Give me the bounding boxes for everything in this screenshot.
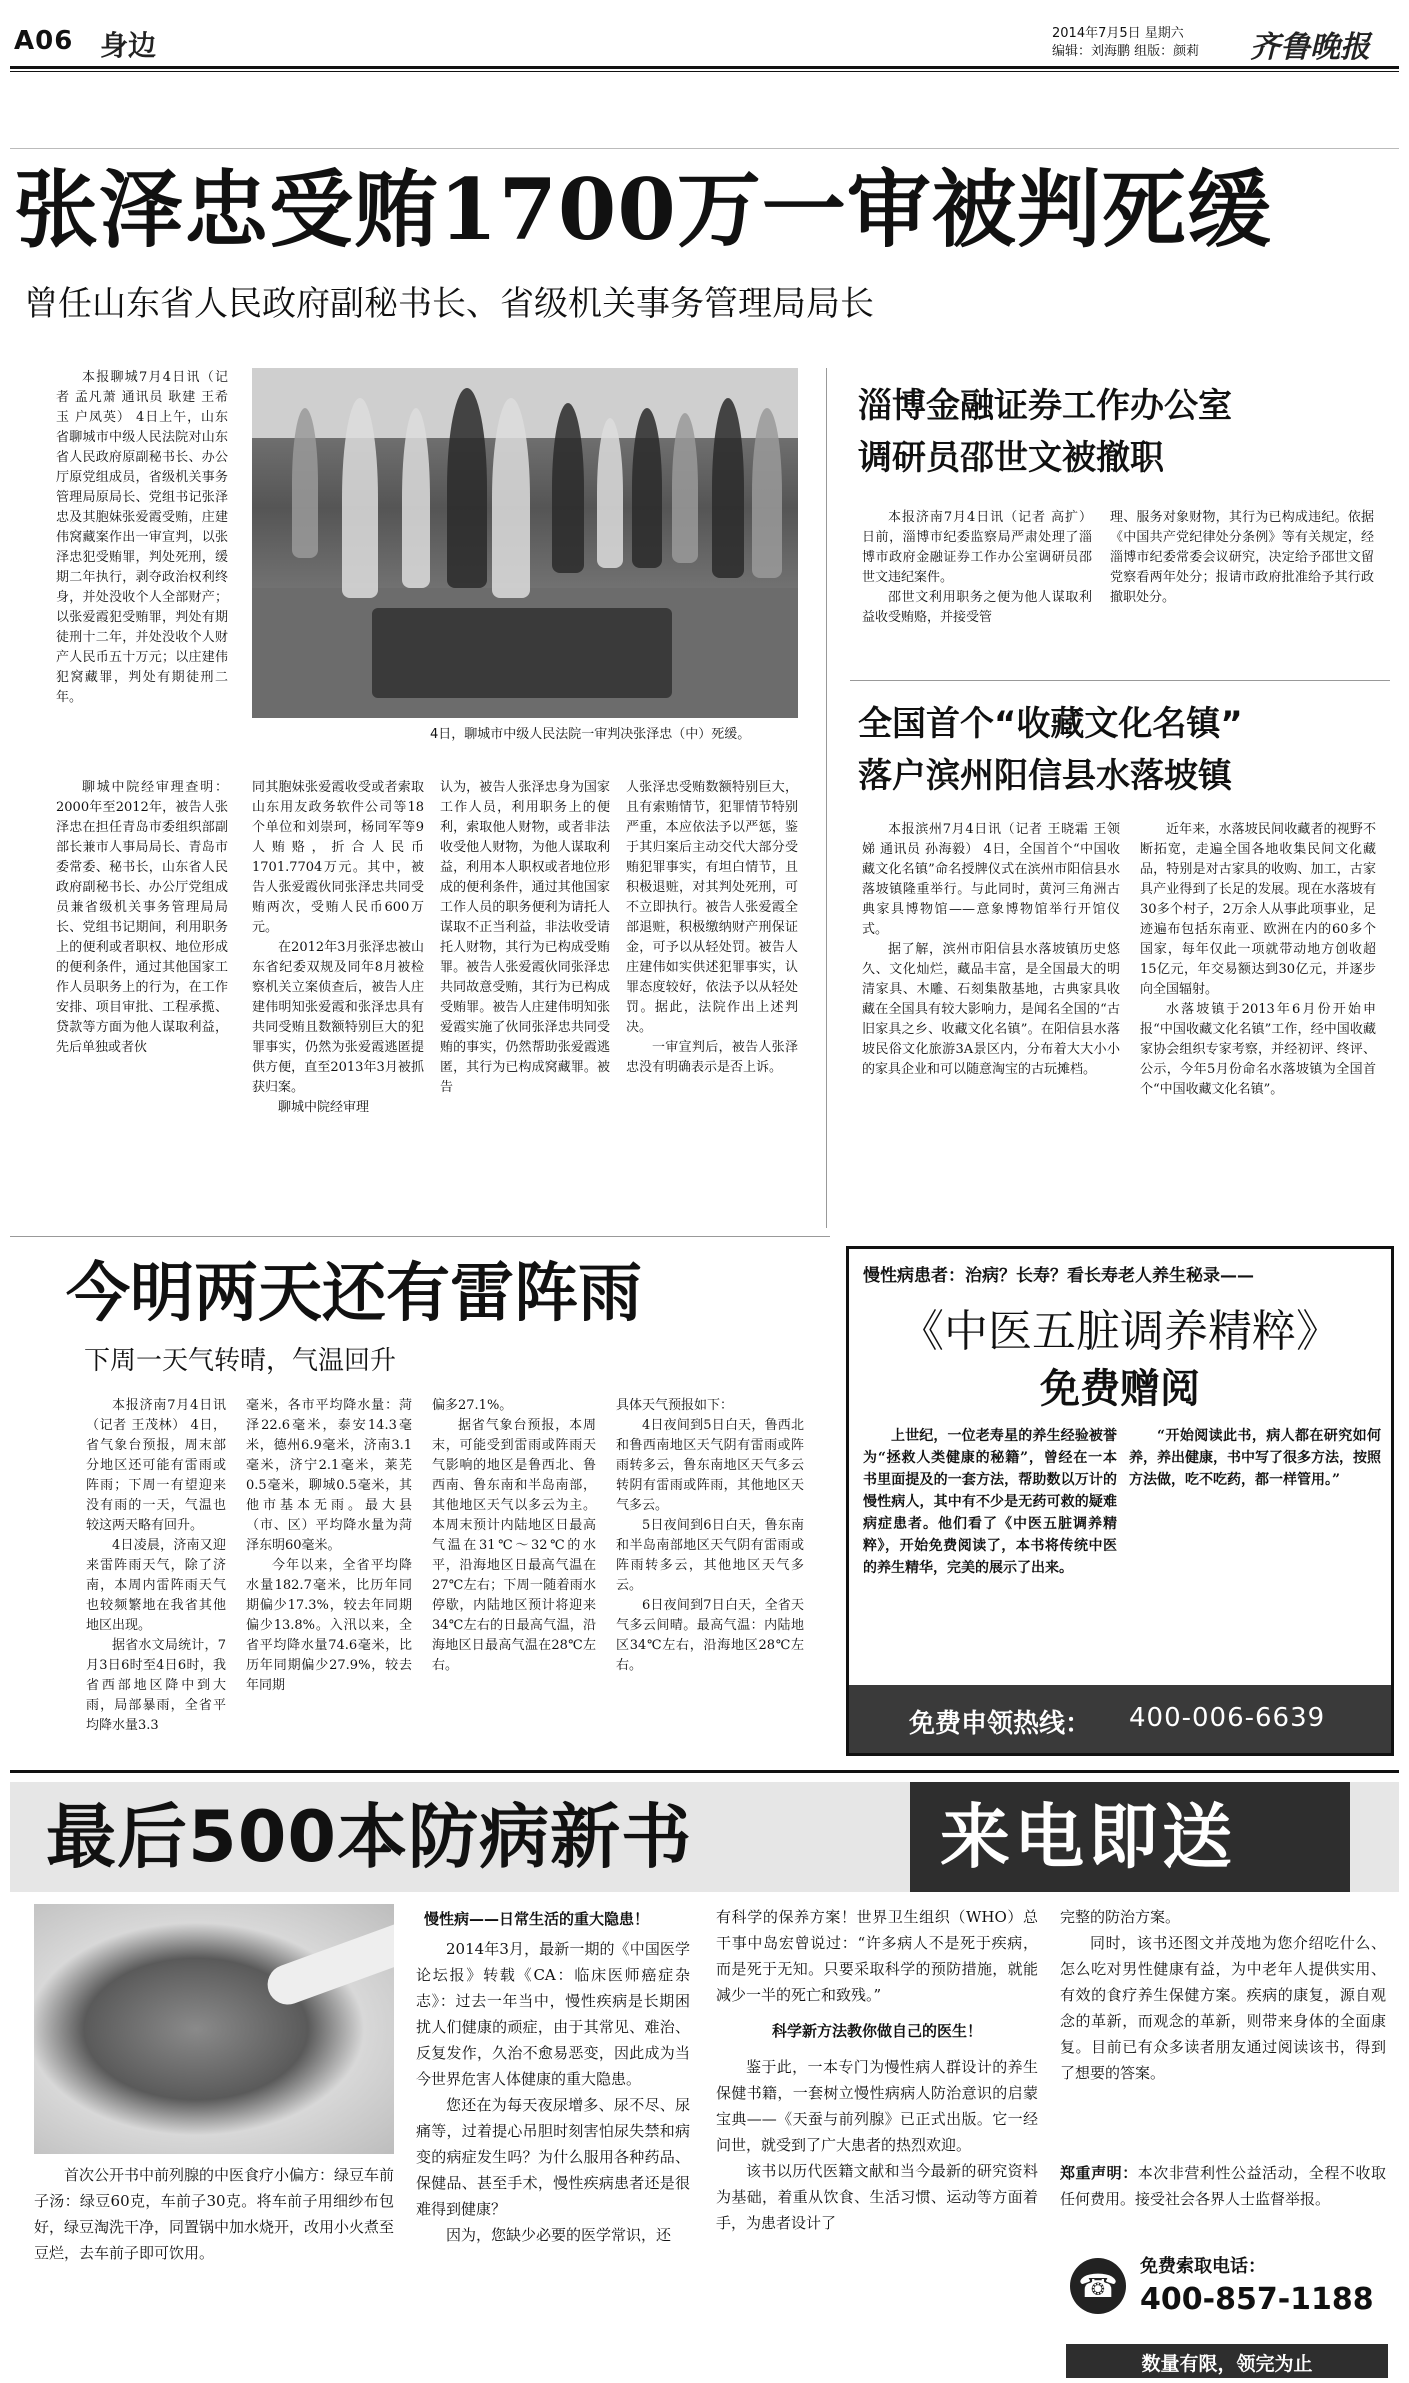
ad2-limit-text: 数量有限，领完为止 [1141,2353,1313,2375]
story4-col4 [616,1396,804,1736]
story1-photo-caption: 4日，聊城市中级人民法院一审判决张泽忠（中）死缓。 [430,727,751,742]
story1-col2 [252,778,424,1228]
masthead-rule [10,66,1399,69]
story2-headline-line1: 淄博金融证券工作办公室 [858,386,1232,426]
story4-col1 [86,1396,226,1736]
story2-headline-line2: 调研员邵世文被撤职 [858,438,1164,478]
ad2-p1: 2014年3月，最新一期的《中国医学论坛报》转载《CA：临床医师癌症杂志》：过去一年当中，慢性疾病是长期困扰人们健康的顽症，由于其常见、难治、反复发作，久治不愈易恶变，因此成为当今世界危害人体健康的重大隐患。 [416,1940,690,2088]
ad2-notice-line [1060,2160,1386,2212]
ad2-banner-right: 来电即送 [940,1796,1236,1878]
story4-p1: 本报济南7月4日讯（记者 王茂林） 4日，省气象台预报，周末部分地区还可能有雷雨或阵雨；下周一有望迎来没有雨的一天，气温也较这两天略有回升。 [86,1398,226,1533]
story2-divider [850,680,1390,681]
ad2-p3: 因为，您缺少必要的医学常识，还 [446,2226,672,2244]
story2-p2: 邵世文利用职务之便为他人谋取利益收受贿赂，并接受管 [862,590,1092,625]
ad2-notice-label: 郑重声明： [1060,2164,1138,2182]
ad2-limit-bar [1066,2344,1388,2378]
ad2-top-rule [10,1770,1399,1773]
story4-p8: 具体天气预报如下： [616,1398,734,1413]
ad2-p4: 有科学的保养方案！世界卫生组织（WHO）总干事中岛宏曾说过：“许多病人不是死于疾病，而是死于无知。只要采取科学的预防措施，就能减少一半的死亡和致残。” [716,1908,1038,2004]
column-divider [826,368,827,1228]
story1-p5: 聊城中院经审理 [278,1100,370,1115]
ad1-body-left [863,1425,1117,1665]
ad1-hotline-number[interactable]: 400-006-6639 [1129,1703,1326,1733]
story1-subhead: 曾任山东省人民政府副秘书长、省级机关事务管理局局长 [24,284,874,324]
page-number: A06 [14,26,74,56]
ad1-body-right-text: “开始阅读此书，病人都在研究如何养，养出健康，书中写了很多方法，按照方法做，吃不吃药，都一样管用。” [1129,1428,1381,1488]
story1-p1: 本报聊城7月4日讯（记者 孟凡萧 通讯员 耿建 王希玉 户凤英） 4日上午，山东省聊城市中级人民法院对山东省人民政府原副秘书长、办公厅原党组成员，省级机关事务管理局原局长、党组书记张泽忠及其胞妹张爱霞受贿，庄建伟窝藏案作出一审宣判，以张泽忠犯受贿罪，判处死刑，缓期二年执行，剥夺政治权利终身，并处没收个人全部财产；以张爱霞犯受贿罪，判处有期徒刑十二年，并处没收个人财产人民币五十万元；以庄建伟犯窝藏罪，判处有期徒刑二年。 [56,370,228,705]
ad2-banner-left: 最后500本防病新书 [46,1796,693,1878]
ad2-phone-box [1064,2248,1390,2344]
masthead-rule-thin [10,71,1399,72]
ad2-subhead1: 慢性病——日常生活的重大隐患！ [424,1910,650,1928]
ad2-phone-number[interactable]: 400-857-1188 [1140,2282,1374,2317]
ad2-banner [10,1782,1399,1892]
top-divider [10,148,1399,149]
ad1-hotline-bar [849,1685,1391,1753]
story1-p3: 同其胞妹张爱霞收受或者索取山东用友政务软件公司等18个单位和刘崇珂，杨同军等9人贿赂，折合人民币1701.7704万元。其中，被告人张爱霞伙同张泽忠共同受贿两次，受贿人民币600万元。 [252,780,424,935]
ad1-hotline-label: 免费申领热线： [909,1709,1092,1739]
ad1-tagline: 慢性病患者：治病？长寿？看长寿老人养生秘录—— [863,1266,1254,1286]
story4-p9: 4日夜间到5日白天，鲁西北和鲁西南地区天气阴有雷雨或阵雨转多云，鲁东南地区天气多云转阴有雷雨或阵雨，其他地区天气多云。 [616,1418,804,1513]
ad2-p7: 完整的防治方案。 [1060,1908,1181,1926]
section-name: 身边 [100,29,157,62]
story1-p2: 聊城中院经审理查明：2000年至2012年，被告人张泽忠在担任青岛市委组织部副部长兼市人事局局长、青岛市委常委、秘书长，山东省人民政府副秘书长、办公厅党组成员兼省级机关事务管理局局长、党组书记期间，利用职务上的便利或者职权、地位形成的便利条件，通过其他国家工作人员职务上的行为，在工作安排、项目审批、工程承揽、贷款等方面为他人谋取利益，先后单独或者伙 [56,780,228,1055]
story1-headline: 张泽忠受贿1700万一审被判死缓 [14,160,1272,259]
story2-p3: 理、服务对象财物，其行为已构成违纪。依据《中国共产党纪律处分条例》等有关规定，经淄博市纪委常委会议研究，决定给予邵世文留党察看两年处分；报请市政府批准给予其行政撤职处分。 [1110,510,1374,605]
story3-p2: 据了解，滨州市阳信县水落坡镇历史悠久、文化灿烂，藏品丰富，是全国最大的明清家具、木雕、石刻集散基地，古典家具收藏在全国具有较大影响力，是闻名全国的“古旧家具之乡、收藏文化名镇”。在阳信县水落坡民俗文化旅游3A景区内，分布着大大小小的家具企业和可以随意淘宝的古玩摊档。 [862,942,1120,1077]
story4-col2 [246,1396,412,1736]
story1-photo [252,368,798,718]
ad2-caption [34,2162,394,2342]
ad2-soup-photo [34,1904,394,2154]
mid-divider [10,1236,830,1237]
story4-p2: 4日凌晨，济南又迎来雷阵雨天气，除了济南，本周内雷阵雨天气也较频繁地在我省其他地区出现。 [86,1538,226,1633]
story2-col2 [1110,508,1374,668]
ad2-p5: 鉴于此，一本专门为慢性病人群设计的养生保健书籍，一套树立慢性病病人防治意识的启蒙宝典——《天蚕与前列腺》已正式出版。它一经问世，就受到了广大患者的热烈欢迎。 [716,2058,1038,2154]
ad1-title: 《中医五脏调养精粹》 [900,1306,1340,1357]
story4-p4: 毫米，各市平均降水量：菏泽22.6毫米，泰安14.3毫米，德州6.9毫米，济南3.1毫米，济宁2.1毫米，莱芜0.5毫米，聊城0.5毫米，其他市基本无雨。最大县（市、区）平均降水量为菏泽东明60毫米。 [246,1398,412,1553]
story1-p6: 认为，被告人张泽忠身为国家工作人员，利用职务上的便利，索取他人财物，或者非法收受他人财物，为他人谋取利益，利用本人职权或者地位形成的便利条件，通过其他国家工作人员的职务便利为请托人谋取不正当利益，非法收受请托人财物，其行为已构成受贿罪。被告人张爱霞伙同张泽忠共同故意受贿，其行为已构成受贿罪。被告人庄建伟明知张爱霞实施了伙同张泽忠共同受贿的事实，仍然帮助张爱霞逃匿，其行为已构成窝藏罪。被告 [440,780,610,1095]
story4-p5: 今年以来，全省平均降水量182.7毫米，比历年同期偏少17.3%，较去年同期偏少13.8%。入汛以来，全省平均降水量74.6毫米，比历年同期偏少27.9%，较去年同期 [246,1558,412,1693]
ad2-p8: 同时，该书还图文并茂地为您介绍吃什么、怎么吃对男性健康有益，为中老年人提供实用、有效的食疗养生保健方案。疾病的康复，源自观念的革新，而观念的革新，则带来身体的全面康复。目前已有众多读者朋友通过阅读该书，得到了想要的答案。 [1060,1934,1386,2082]
story3-headline-line2: 落户滨州阳信县水落坡镇 [858,756,1232,796]
story4-p7: 据省气象台预报，本周末，可能受到雷雨或阵雨天气影响的地区是鲁西北、鲁西南、鲁东南和半岛南部，其他地区天气以多云为主。本周末预计内陆地区日最高气温在31℃～32℃的水平，沿海地区日最高气温在27℃左右；下周一随着雨水停歇，内陆地区预计将迎来34℃左右的日最高气温，沿海地区日最高气温在28℃左右。 [432,1418,596,1673]
ad1-box [846,1246,1394,1756]
editor-line: 编辑：刘海鹏 组版：颜莉 [1052,44,1200,59]
ad1-body-right [1129,1425,1381,1665]
story4-col3 [432,1396,596,1736]
story1-col4 [626,778,798,1228]
masthead [0,0,1409,70]
story3-headline-line1: 全国首个“收藏文化名镇” [858,704,1243,744]
story2-p1: 本报济南7月4日讯（记者 高扩） 日前，淄博市纪委监察局严肃处理了淄博市政府金融证券工作办公室调研员邵世文违纪案件。 [862,510,1092,585]
story4-headline: 今明两天还有雷阵雨 [66,1256,642,1331]
story1-p4: 在2012年3月张泽忠被山东省纪委双规及同年8月被检察机关立案侦查后，被告人庄建伟明知张爱霞和张泽忠具有共同受贿且数额特别巨大的犯罪事实，仍然为张爱霞逃匿提供方便，直至2013年3月被抓获归案。 [252,940,424,1095]
ad2-notice-text: 本次非营利性公益活动，全程不收取任何费用。接受社会各界人士监督举报。 [1060,2164,1386,2208]
ad2-col2 [716,1904,1038,2376]
story1-p8: 一审宣判后，被告人张泽忠没有明确表示是否上诉。 [626,1040,798,1075]
ad2-subhead2: 科学新方法教你做自己的医生！ [771,2022,982,2040]
story4-subhead: 下周一天气转晴，气温回升 [84,1346,397,1376]
ad2-p6: 该书以历代医籍文献和当今最新的研究资料为基础，着重从饮食、生活习惯、运动等方面着手，为患者设计了 [716,2162,1038,2232]
story3-p3: 近年来，水落坡民间收藏者的视野不断拓宽，走遍全国各地收集民间文化藏品，特别是对古家具的收购、加工，古家具产业得到了长足的发展。现在水落坡有30多个村子，2万余人从事此项事业，足迹遍布包括东南亚、欧洲在内的60多个国家，每年仅此一项就带动地方创收超15亿元，年交易额达到30亿元，并逐步向全国辐射。 [1140,822,1376,997]
paper-name-logo: 齐鲁晚报 [1250,30,1370,65]
ad1-free: 免费赠阅 [1040,1365,1200,1412]
date-line: 2014年7月5日 星期六 [1052,26,1184,41]
story4-p3: 据省水文局统计，7月3日6时至4日6时，我省西部地区降中到大雨，局部暴雨，全省平均降水量3.3 [86,1638,226,1733]
ad1-body-left-text: 上世纪，一位老寿星的养生经验被誉为“拯救人类健康的秘籍”，曾经在一本书里面提及的一套方法，帮助数以万计的慢性病人，其中有不少是无药可救的疑难病症患者。他们看了《中医五脏调养精粹》，开始免费阅读了，本书将传统中医的养生精华，完美的展示了出来。 [863,1428,1117,1576]
story1-col1 [56,368,228,768]
story1-col1b [56,778,228,1228]
story4-p6: 偏多27.1%。 [432,1398,513,1413]
ad2-col1 [416,1936,690,2376]
phone-icon: ☎ [1070,2258,1126,2314]
story3-p4: 水落坡镇于2013年6月份开始申报“中国收藏文化名镇”工作，经中国收藏家协会组织专家考察，并经初评、终评、公示，今年5月份命名水落坡镇为全国首个“中国收藏文化名镇”。 [1140,1002,1376,1097]
story4-p11: 6日夜间到7日白天，全省天气多云间晴。最高气温：内陆地区34℃左右，沿海地区28℃左右。 [616,1598,804,1673]
ad2-caption-text: 首次公开书中前列腺的中医食疗小偏方：绿豆车前子汤：绿豆60克，车前子30克。将车前子用细纱布包好，绿豆淘洗干净，同置锅中加水烧开，改用小火煮至豆烂，去车前子即可饮用。 [34,2166,394,2262]
story1-col3 [440,778,610,1228]
story3-p1: 本报滨州7月4日讯（记者 王晓霜 王领娣 通讯员 孙海毅） 4日，全国首个“中国收藏文化名镇”命名授牌仪式在滨州市阳信县水落坡镇隆重举行。与此同时，黄河三角洲古典家具博物馆——意象博物馆举行开馆仪式。 [862,822,1120,937]
story3-col2 [1140,820,1376,1230]
ad2-phone-label: 免费索取电话： [1140,2256,1266,2277]
ad2-p2: 您还在为每天夜尿增多、尿不尽、尿痛等，过着提心吊胆时刻害怕尿失禁和病变的病症发生吗？为什么服用各种药品、保健品、甚至手术，慢性疾病患者还是很难得到健康？ [416,2096,690,2218]
story1-p7: 人张泽忠受贿数额特别巨大，且有索贿情节，犯罪情节特别严重，本应依法予以严惩，鉴于其归案后主动交代大部分受贿犯罪事实，有坦白情节，且积极退赃，对其判处死刑，可不立即执行。被告人张爱霞全部退赃，积极缴纳财产刑保证金，可予以从轻处罚。被告人庄建伟如实供述犯罪事实，认罪态度较好，依法予以从轻处罚。据此，法院作出上述判决。 [626,780,798,1035]
ad2-notice [1060,2160,1386,2240]
story3-col1 [862,820,1120,1230]
story2-col1 [862,508,1092,668]
story4-p10: 5日夜间到6日白天，鲁东南和半岛南部地区天气阴有雷雨或阵雨转多云，其他地区天气多云。 [616,1518,804,1593]
ad2-col3 [1060,1904,1386,2154]
